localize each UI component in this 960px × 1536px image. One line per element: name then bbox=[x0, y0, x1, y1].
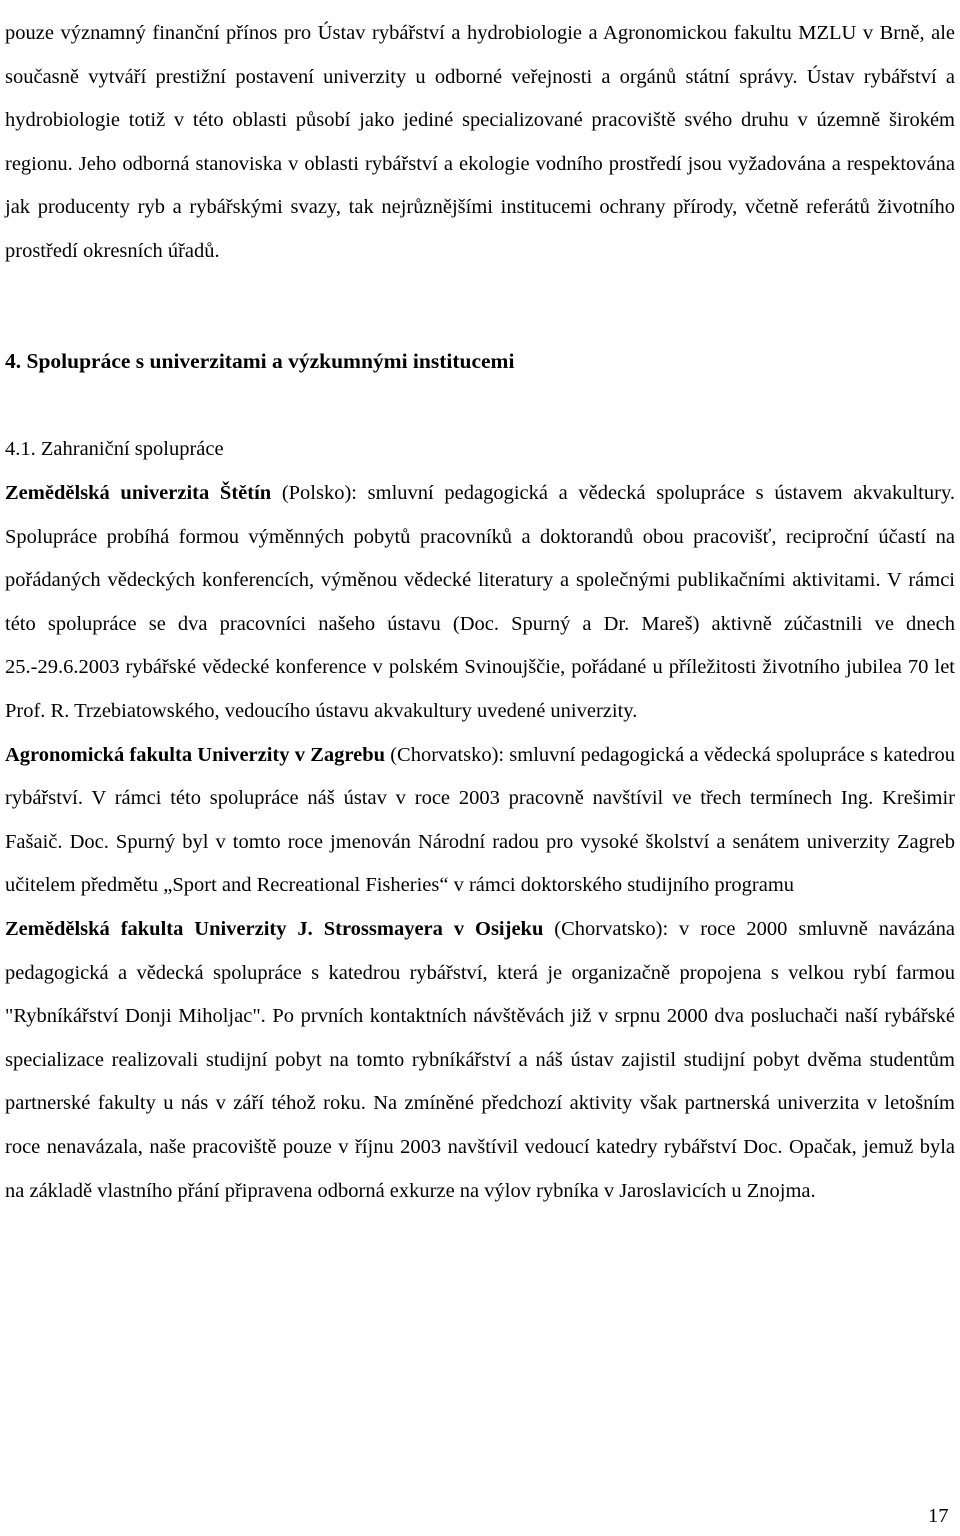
intro-paragraph-text: pouze významný finanční přínos pro Ústav rybářství a hydrobiologie a Agronomickou fakultu MZLU v Brně, ale současně vytváří prestižní postavení univerzity u odborné veřejnosti a orgánů státní správy. Ústav rybářství a hydrobiologie totiž v této oblasti působí jako jediné specializované pracoviště svého druhu v územně širokém regionu. Jeho odborná stanoviska v oblasti rybářství a ekologie vodního prostředí jsou vyžadována a respektována jak producenty ryb a rybářskými svazy, tak nejrůznějšími institucemi ochrany přírody, včetně referátů životního prostředí okresních úřadů. bbox=[5, 22, 955, 262]
cooperation-text-osijek: (Chorvatsko): v roce 2000 smluvně navázána pedagogická a vědecká spolupráce s katedrou rybářství, která je organizačně propojena s velkou rybí farmou "Rybníkářství Donji Miholjac". Po prvních kontaktních návštěvách již v srpnu 2000 dva posluchači naší rybářské specializace realizovali studijní pobyt na tomto rybníkářství a náš ústav zajistil studijní pobyt dvěma studentům partnerské fakulty u nás v září téhož roku. Na zmíněné předchozí aktivity však partnerská univerzita v letošním roce nenavázala, naše pracoviště pouze v říjnu 2003 navštívil vedoucí katedry rybářství Doc. Opačak, jemuž byla na základě vlastního přání připravena odborná exkurze na výlov rybníka v Jaroslavicích u Znojma. bbox=[5, 917, 955, 1202]
page-number: 17 bbox=[928, 1505, 949, 1527]
cooperation-paragraph-osijek bbox=[5, 908, 955, 1213]
institution-name-stetin: Zemědělská univerzita Štětín bbox=[5, 482, 272, 504]
cooperation-text-stetin: (Polsko): smluvní pedagogická a vědecká spolupráce s ústavem akvakultury. Spolupráce probíhá formou výměnných pobytů pracovníků a doktorandů obou pracovišť, reciproční účastí na pořádaných vědeckých konferencích, výměnou vědecké literatury a společnými publikačními aktivitami. V rámci této spolupráce se dva pracovníci našeho ústavu (Doc. Spurný a Dr. Mareš) aktivně zúčastnili ve dnech 25.-29.6.2003 rybářské vědecké konference v polském Svinoujščie, pořádané u příležitosti životního jubilea 70 let Prof. R. Trzebiatowského, vedoucího ústavu akvakultury uvedené univerzity. bbox=[5, 482, 956, 722]
institution-name-osijek: Zemědělská fakulta Univerzity J. Strossmayera v Osijeku bbox=[5, 917, 544, 940]
cooperation-paragraph-stetin bbox=[5, 472, 955, 734]
cooperation-paragraph-zagreb bbox=[5, 734, 955, 908]
institution-name-zagreb: Agronomická fakulta Univerzity v Zagrebu bbox=[5, 743, 385, 766]
section-heading: 4. Spolupráce s univerzitami a výzkumnými institucemi bbox=[5, 349, 515, 373]
cooperation-text-zagreb: (Chorvatsko): smluvní pedagogická a vědecká spolupráce s katedrou rybářství. V rámci této spolupráce náš ústav v roce 2003 pracovně navštívil ve třech termínech Ing. Krešimir Fašaič. Doc. Spurný byl v tomto roce jmenován Národní radou pro vysoké školství a senátem univerzity Zagreb učitelem předmětu „Sport and Recreational Fisheries“ v rámci doktorského studijního programu bbox=[5, 743, 955, 897]
intro-paragraph bbox=[5, 12, 955, 274]
cooperation-list bbox=[5, 472, 955, 1213]
subsection-heading: 4.1. Zahraniční spolupráce bbox=[5, 438, 224, 460]
